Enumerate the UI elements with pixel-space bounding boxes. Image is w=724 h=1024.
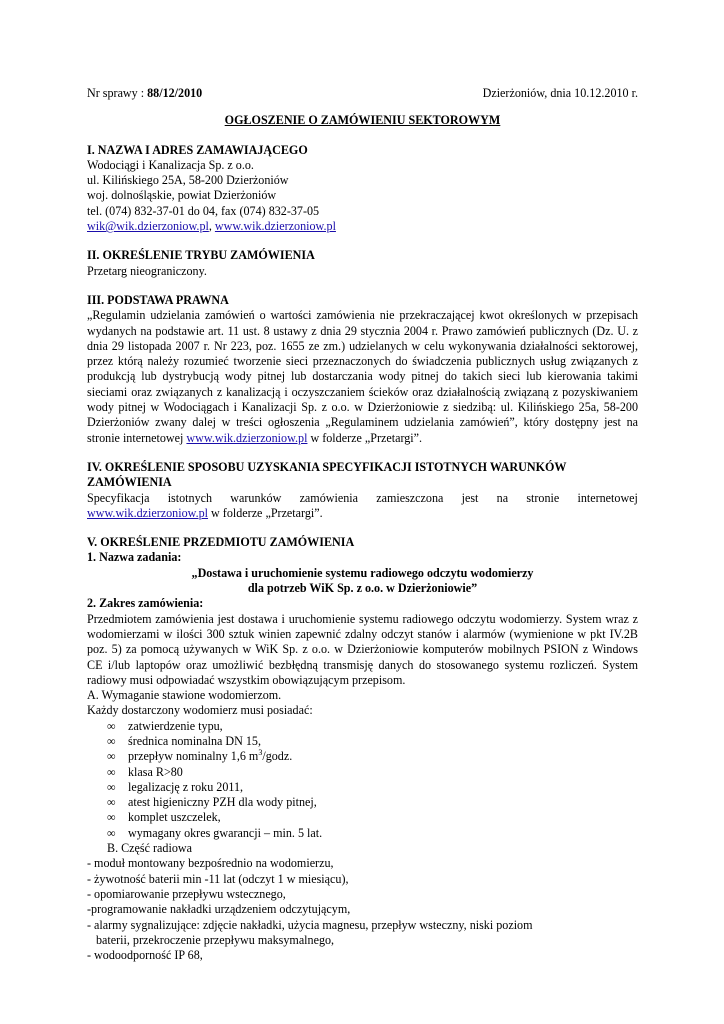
section-contracting-authority [87, 143, 638, 235]
list-item: ∞ atest higieniczny PZH dla wody pitnej, [107, 795, 317, 810]
bullet-icon: ∞ [107, 749, 116, 764]
section-heading: III. PODSTAWA PRAWNA [87, 292, 229, 307]
website-link[interactable]: www.wik.dzierzoniow.pl [186, 430, 308, 445]
place-date: Dzierżoniów, dnia 10.12.2010 r. [482, 86, 638, 100]
radio-item: - opomiarowanie przepływu wstecznego, [87, 886, 286, 901]
radio-item: - żywotność baterii min -11 lat (odczyt 1 w miesiącu), [87, 871, 349, 886]
bullet-icon: ∞ [107, 718, 116, 733]
specification-line: Specyfikacja istotnych warunków zamówienia zamieszczona jest na stronie internetowej [87, 490, 638, 505]
subheading-task-name: 1. Nazwa zadania: [87, 550, 182, 565]
procedure-text: Przetarg nieograniczony. [87, 263, 207, 278]
task-title-line2: dla potrzeb WiK Sp. z o.o. w Dzierżoniowie” [247, 581, 478, 596]
part-b-heading: B. Część radiowa [107, 841, 192, 856]
authority-links: wik@wik.dzierzoniow.pl, www.wik.dzierzoniow.pl [87, 219, 336, 234]
authority-street: ul. Kilińskiego 25A, 58-200 Dzierżoniów [87, 173, 289, 188]
specification-link-line: www.wik.dzierzoniow.pl w folderze „Przetargi”. [87, 505, 323, 520]
radio-item: - moduł montowany bezpośrednio na wodomierzu, [87, 856, 334, 871]
list-item: ∞ klasa R>80 [107, 764, 183, 779]
bullet-icon: ∞ [107, 733, 116, 748]
bullet-icon: ∞ [107, 764, 116, 779]
website-link[interactable]: www.wik.dzierzoniow.pl [214, 219, 336, 234]
section-heading: I. NAZWA I ADRES ZAMAWIAJĄCEGO [87, 142, 308, 157]
scope-text: Przedmiotem zamówienia jest dostawa i uruchomienie systemu radiowego odczytu wodomierzy. System wraz z wodomierzami w ilości 300 sztuk winien zapewnić zdalny odczyt stanów i alarmów (wymienione w pkt IV.2B poz. 5) za pomocą używanych w WiK Sp. z o.o. w Dzierżoniowie komputerów mobilnych PSION z Windows CE i/lub laptopów oraz umożliwić bezbłędną transmisję danych do stosowanego systemu rozliczeń. System radiowy musi odpowiadać wszystkim obowiązującym przepisom. [87, 611, 638, 687]
section-heading: V. OKREŚLENIE PRZEDMIOTU ZAMÓWIENIA [87, 535, 355, 550]
subheading-scope: 2. Zakres zamówienia: [87, 596, 204, 611]
list-item: ∞ przepływ nominalny 1,6 $m^3$/godz. [107, 748, 293, 764]
authority-phone: tel. (074) 832-37-01 do 04, fax (074) 832-37-05 [87, 203, 320, 218]
bullet-icon: ∞ [107, 795, 116, 810]
section-heading: II. OKREŚLENIE TRYBU ZAMÓWIENIA [87, 248, 315, 263]
case-number: Nr sprawy : 88/12/2010 [87, 86, 203, 100]
section-heading-cont: ZAMÓWIENIA [87, 475, 172, 490]
section-specification [87, 460, 638, 521]
email-link[interactable]: wik@wik.dzierzoniow.pl [87, 219, 209, 234]
section-subject [87, 535, 638, 963]
section-procedure [87, 248, 638, 279]
radio-item: - alarmy sygnalizujące: zdjęcie nakładki, użycia magnesu, przepływ wsteczny, niski poziom [87, 917, 533, 932]
task-title-line1: „Dostawa i uruchomienie systemu radiowego odczytu wodomierzy [191, 565, 534, 580]
authority-name: Wodociągi i Kanalizacja Sp. z o.o. [87, 157, 254, 172]
section-legal-basis [87, 293, 638, 446]
legal-basis-text: „Regulamin udzielania zamówień o wartości zamówienia nie przekraczającej kwot określonych w przepisach wydanych na podstawie art. 11 ust. 8 ustawy z dnia 29 stycznia 2004 r. Prawo zamówień publicznych (Dz. U. z dnia 29 listopada 2007 r. Nr 223, poz. 1655 ze zm.) udzielanych w celu wykonywania działalności sektorowej, przez którą należy rozumieć tworzenie sieci przeznaczonych do świadczenia publicznych usług związanych z produkcją lub dystrybucją wody pitnej lub dostarczania wody pitnej do takich sieci lub kierowania takimi sieciami oraz związanych z kanalizacją i oczyszczaniem ścieków oraz działalnością związaną z pozyskiwaniem wody pitnej w Wodociągach i Kanalizacji Sp. z o.o. w Dzierżoniowie z siedzibą: ul. Kilińskiego 25a, 58-200 Dzierżoniów zwany dalej w treści ogłoszenia „Regulaminem udzielania zamówień”, który dostępny jest na stronie internetowej www.wik.dzierzoniow.pl w folderze „Przetargi”. [87, 308, 638, 445]
radio-item: - wodoodporność IP 68, [87, 948, 203, 963]
radio-item: -programowanie nakładki urządzeniem odczytującym, [87, 902, 351, 917]
section-heading: IV. OKREŚLENIE SPOSOBU UZYSKANIA SPECYFIKACJI ISTOTNYCH WARUNKÓW [87, 459, 567, 474]
list-item: ∞ średnica nominalna DN 15, [107, 733, 261, 748]
document-page [87, 86, 638, 963]
bullet-icon: ∞ [107, 810, 116, 825]
document-title: OGŁOSZENIE O ZAMÓWIENIU SEKTOROWYM [224, 113, 501, 128]
list-item: ∞ zatwierdzenie typu, [107, 718, 223, 733]
radio-item-continuation: baterii, przekroczenie przepływu maksymalnego, [96, 932, 335, 947]
bullet-icon: ∞ [107, 779, 116, 794]
list-item: ∞ wymagany okres gwarancji – min. 5 lat. [107, 825, 323, 840]
document-header [87, 86, 638, 101]
superscript: 3 [258, 748, 263, 758]
requirement-intro: Każdy dostarczony wodomierz musi posiadać: [87, 703, 313, 718]
meter-requirements-list [87, 719, 638, 841]
list-item: ∞ komplet uszczelek, [107, 810, 221, 825]
list-item: ∞ legalizację z roku 2011, [107, 779, 244, 794]
website-link[interactable]: www.wik.dzierzoniow.pl [87, 505, 209, 520]
requirement-a: A. Wymaganie stawione wodomierzom. [87, 688, 282, 703]
bullet-icon: ∞ [107, 825, 116, 840]
authority-region: woj. dolnośląskie, powiat Dzierżoniów [87, 188, 277, 203]
